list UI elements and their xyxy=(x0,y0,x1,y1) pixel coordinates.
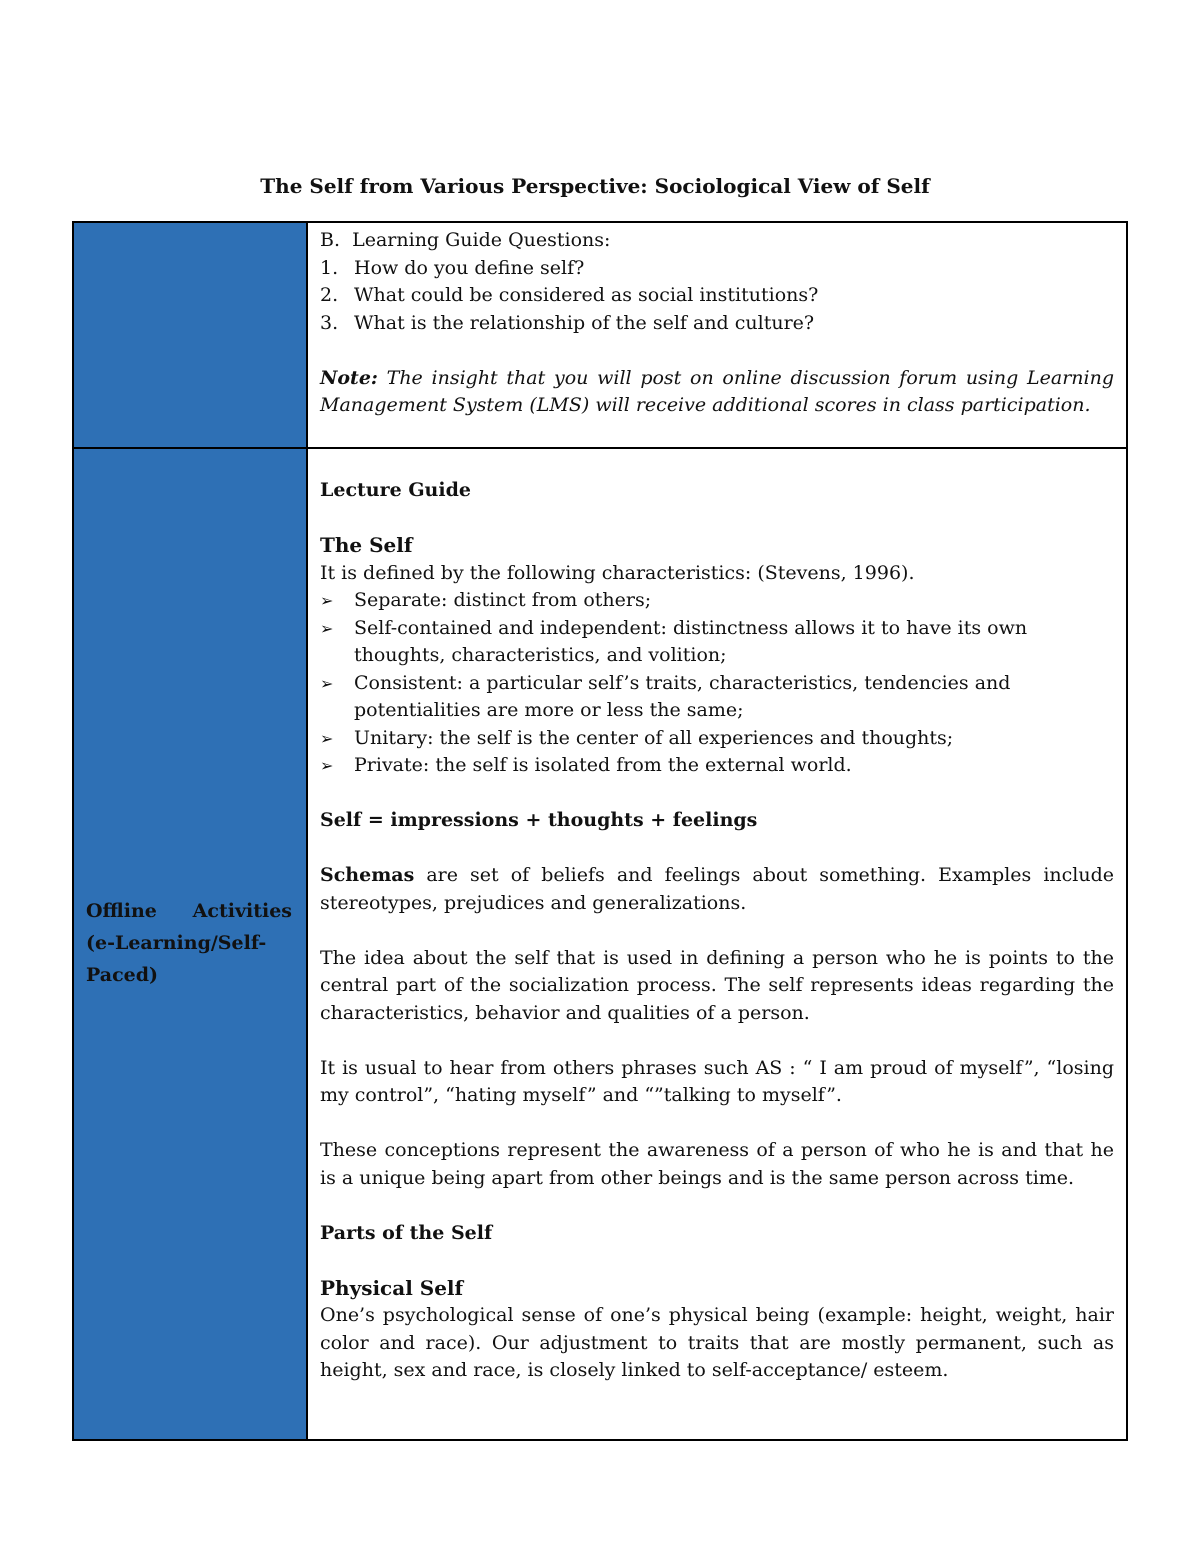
idea-paragraph: The idea about the self that is used in defining a person who he is points to the central part of the socialization process. The self represents ideas regarding the characteristics, behavior and qualities of a person. xyxy=(320,946,1114,1024)
arrow-bullet-icon: ➢ xyxy=(320,618,334,638)
phrases-paragraph: It is usual to hear from others phrases such AS : “ I am proud of myself”, “losing my control”, “hating myself” and “”talking to myself”. xyxy=(320,1056,1114,1106)
question-text: What could be considered as social institutions? xyxy=(354,284,819,306)
question-text: What is the relationship of the self and culture? xyxy=(354,311,815,334)
question-number: 3. xyxy=(320,311,339,334)
schemas-text: are set of beliefs and feelings about something. Examples include stereotypes, prejudices and generalizations. xyxy=(320,864,1114,914)
list-item xyxy=(320,725,1114,753)
parts-heading: Parts of the Self xyxy=(320,1221,493,1244)
characteristics-list xyxy=(320,587,1114,780)
schemas-term: Schemas xyxy=(320,864,415,886)
question-text: How do you define self? xyxy=(354,256,585,279)
page-title: The Self from Various Perspective: Sociological View of Self xyxy=(260,174,930,198)
note-label: Note: xyxy=(320,366,378,389)
arrow-bullet-icon: ➢ xyxy=(320,756,334,775)
self-heading: The Self xyxy=(320,533,413,557)
questions-cell xyxy=(307,222,1127,448)
list-item-question-3 xyxy=(320,310,1114,338)
list-item-question-2 xyxy=(320,282,1114,310)
side-cell-offline xyxy=(73,448,307,1440)
list-item xyxy=(320,670,1114,725)
characteristic-text: Self-contained and independent: distinctness allows it to have its own thoughts, characteristics, and volition; xyxy=(354,616,1028,666)
offline-activities-label: Offline Activities (e-Learning/Self-Paced) xyxy=(86,900,292,986)
characteristic-text: Unitary: the self is the center of all experiences and thoughts; xyxy=(354,726,954,749)
characteristic-text: Separate: distinct from others; xyxy=(354,589,652,611)
conceptions-paragraph: These conceptions represent the awareness of a person of who he is and that he is a unique being apart from other beings and is the same person across time. xyxy=(320,1139,1114,1189)
physical-self-paragraph: One’s psychological sense of one’s physical being (example: height, weight, hair color and race). Our adjustment to traits that are mostly permanent, such as height, sex and race, is closely linked to self-acceptance/ esteem. xyxy=(320,1304,1114,1381)
self-intro: It is defined by the following characteristics: (Stevens, 1996). xyxy=(320,561,915,584)
characteristic-text: Consistent: a particular self’s traits, characteristics, tendencies and potentialities are more or less the same; xyxy=(354,671,1011,721)
table-row-lecture xyxy=(73,448,1127,1440)
lecture-heading: Lecture Guide xyxy=(320,479,471,501)
question-number: 1. xyxy=(320,256,339,279)
note-paragraph xyxy=(320,365,1114,420)
note-text: The insight that you will post on online discussion forum using Learning Management System (LMS) will receive additional scores in class participation. xyxy=(320,366,1114,416)
characteristic-text: Private: the self is isolated from the external world. xyxy=(354,754,852,776)
physical-self-heading: Physical Self xyxy=(320,1275,464,1300)
self-formula: Self = impressions + thoughts + feelings xyxy=(320,809,758,831)
list-item xyxy=(320,752,1114,780)
arrow-bullet-icon: ➢ xyxy=(320,673,334,693)
schemas-paragraph xyxy=(320,862,1114,917)
table-row-questions xyxy=(73,222,1127,448)
section-heading: Learning Guide Questions: xyxy=(352,229,611,251)
arrow-bullet-icon: ➢ xyxy=(320,591,334,610)
lecture-cell xyxy=(307,448,1127,1440)
question-number: 2. xyxy=(320,284,339,306)
arrow-bullet-icon: ➢ xyxy=(320,728,334,748)
module-table xyxy=(72,221,1128,1441)
side-cell-empty xyxy=(73,222,307,448)
section-label: B. xyxy=(320,229,341,251)
list-item xyxy=(320,615,1114,670)
section-heading-line xyxy=(320,227,1114,255)
list-item xyxy=(320,587,1114,615)
list-item-question-1 xyxy=(320,255,1114,283)
